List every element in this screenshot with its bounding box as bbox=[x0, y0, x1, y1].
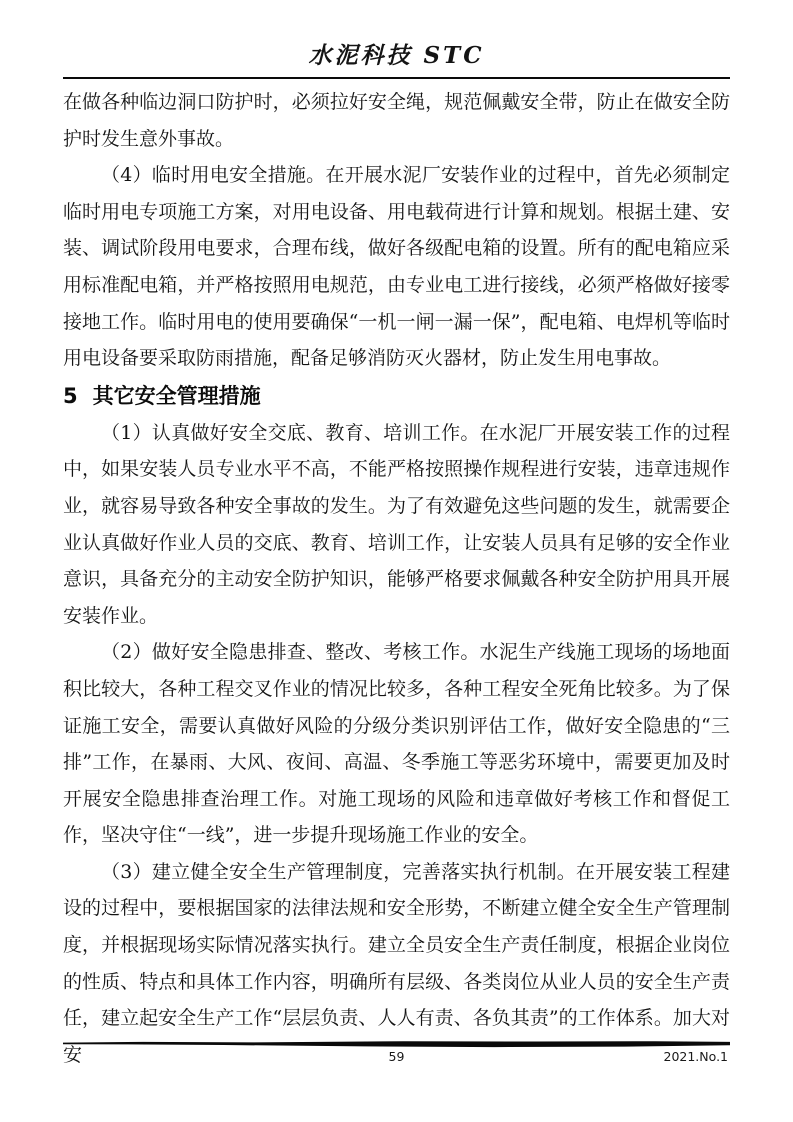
paragraph-management-system: （3）建立健全安全生产管理制度，完善落实执行机制。在开展安装工程建设的过程中，要根据国家的法律法规和安全形势，不断建立健全安全生产管理制度，并根据现场实际情况落实执行。建立全员安全生产责任制度，根据企业岗位的性质、特点和具体工作内容，明确所有层级、各类岗位从业人员的安全生产责任，建立起安全生产工作“层层负责、人人有责、各负其责”的工作体系。加大对安 bbox=[63, 860, 730, 1066]
page-footer bbox=[63, 1041, 730, 1067]
section-number: 5 bbox=[63, 383, 78, 408]
section-title: 其它安全管理措施 bbox=[92, 383, 261, 408]
article-body bbox=[63, 84, 730, 1073]
footer-rule-line bbox=[63, 1041, 730, 1048]
section-heading bbox=[63, 378, 730, 414]
journal-title: 水泥科技 STC bbox=[308, 42, 485, 69]
page-number: 59 bbox=[388, 1049, 405, 1064]
issue-label: 2021.No.1 bbox=[663, 1049, 728, 1064]
page-header bbox=[63, 44, 730, 79]
paragraph-continuation: 在做各种临边洞口防护时，必须拉好安全绳，规范佩戴安全带，防止在做安全防护时发生意外事故。 bbox=[63, 91, 730, 150]
paragraph-temporary-power: （4）临时用电安全措施。在开展水泥厂安装作业的过程中，首先必须制定临时用电专项施工方案，对用电设备、用电载荷进行计算和规划。根据土建、安装、调试阶段用电要求，合理布线，做好各级配电箱的设置。所有的配电箱应采用标准配电箱，并严格按照用电规范，由专业电工进行接线，必须严格做好接零接地工作。临时用电的使用要确保“一机一闸一漏一保”，配电箱、电焊机等临时用电设备要采取防雨措施，配备足够消防灭火器材，防止发生用电事故。 bbox=[63, 164, 730, 370]
paragraph-hazard-inspection: （2）做好安全隐患排查、整改、考核工作。水泥生产线施工现场的场地面积比较大，各种工程交叉作业的情况比较多，各种工程安全死角比较多。为了保证施工安全，需要认真做好风险的分级分类识别评估工作，做好安全隐患的“三排”工作，在暴雨、大风、夜间、高温、冬季施工等恶劣环境中，需要更加及时开展安全隐患排查治理工作。对施工现场的风险和违章做好考核工作和督促工作，坚决守住“一线”，进一步提升现场施工作业的安全。 bbox=[63, 641, 730, 847]
paragraph-training: （1）认真做好安全交底、教育、培训工作。在水泥厂开展安装工作的过程中，如果安装人员专业水平不高，不能严格按照操作规程进行安装，违章违规作业，就容易导致各种安全事故的发生。为了有效避免这些问题的发生，就需要企业认真做好作业人员的交底、教育、培训工作，让安装人员具有足够的安全作业意识，具备充分的主动安全防护知识，能够严格要求佩戴各种安全防护用具开展安装作业。 bbox=[63, 421, 730, 627]
footer-text-row bbox=[63, 1049, 730, 1067]
